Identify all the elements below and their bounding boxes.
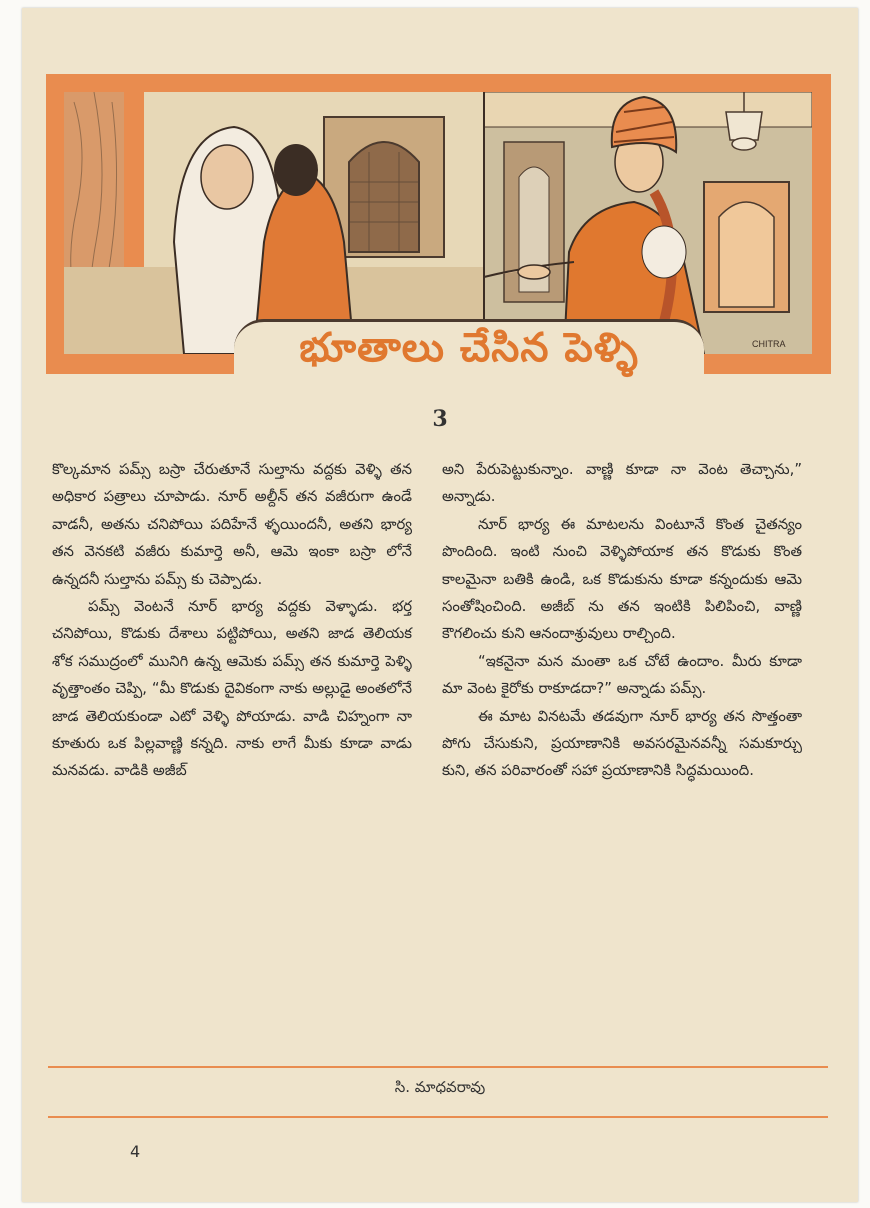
- story-title: భూతాలు చేసిన పెళ్ళి: [299, 323, 639, 371]
- author-credit: సి. మాధవరావు: [394, 1078, 486, 1096]
- illustrator-signature: CHITRA: [752, 339, 786, 349]
- paragraph: నూర్ భార్య ఈ మాటలను వింటూనే కొంత చైతన్యం పొందింది. ఇంటి నుంచి వెళ్ళిపోయాక తన కొడుకు కొంత కాలమైనా బతికి ఉండి, ఒక కొడుకును కూడా కన్నందుకు ఆమె సంతోషించింది. అజీబ్ ను తన ఇంటికి పిలిపించి, వాణ్ణి కౌగలించు కుని ఆనందాశ్రువులు రాల్చింది.: [442, 515, 802, 643]
- page: [22, 8, 858, 1202]
- chapter-number: 3: [432, 406, 448, 432]
- paragraph: ఈ మాట వినటమే తడవుగా నూర్ భార్య తన సొత్తంతా పోగు చేసుకుని, ప్రయాణానికి అవసరమైనవన్నీ సమకూర్చు కుని, తన పరివారంతో సహా ప్రయాణానికి సిద్ధమయింది.: [442, 707, 802, 780]
- paragraph: కొల్కమాన పమ్స్ బస్రా చేరుతూనే సుల్తాను వద్దకు వెళ్ళి తన అధికార పత్రాలు చూపాడు. నూర్ అల్దీన్ తన వజీరుగా ఉండే వాడనీ, అతను చనిపోయి పదిహేనే ళ్ళయిందనీ, అతని భార్య తన వెనకటి వజీరు కుమార్తె అనీ, ఆమె ఇంకా బస్రా లోనే ఉన్నదనీ సుల్తాను పమ్స్ కు చెప్పాడు.: [52, 461, 412, 588]
- paragraph: అని పేరుపెట్టుకున్నాం. వాణ్ణి కూడా నా వెంట తెచ్చాను,” అన్నాడు.: [442, 461, 802, 506]
- page-number: 4: [130, 1142, 141, 1161]
- text-column-right: [442, 456, 802, 785]
- divider-top: [48, 1066, 828, 1068]
- divider-bottom: [48, 1116, 828, 1118]
- paragraph: “ఇకనైనా మన మంతా ఒక చోటే ఉందాం. మీరు కూడా మా వెంట కైరోకు రాకూడదా?” అన్నాడు పమ్స్.: [442, 652, 802, 698]
- text-column-left: [52, 456, 412, 785]
- illustration-frame: [46, 74, 831, 374]
- title-banner: [234, 319, 704, 382]
- story-illustration: [64, 92, 812, 354]
- illustration-art: [64, 92, 812, 354]
- paragraph: పమ్స్ వెంటనే నూర్ భార్య వద్దకు వెళ్ళాడు. భర్త చనిపోయి, కొడుకు దేశాలు పట్టిపోయి, అతని జాడ తెలియక శోక సముద్రంలో మునిగి ఉన్న ఆమెకు పమ్స్ తన కుమార్తె పెళ్ళి వృత్తాంతం చెప్పి, “మీ కొడుకు దైవికంగా నాకు అల్లుడై అంతలోనే జాడ తెలియకుండా ఎటో వెళ్ళి పోయాడు. వాడి చిహ్నంగా నా కూతురు ఒక పిల్లవాణ్ణి కన్నది. నాకు లాగే మీకు కూడా వాడు మనవడు. వాడికి అజీబ్: [52, 598, 412, 780]
